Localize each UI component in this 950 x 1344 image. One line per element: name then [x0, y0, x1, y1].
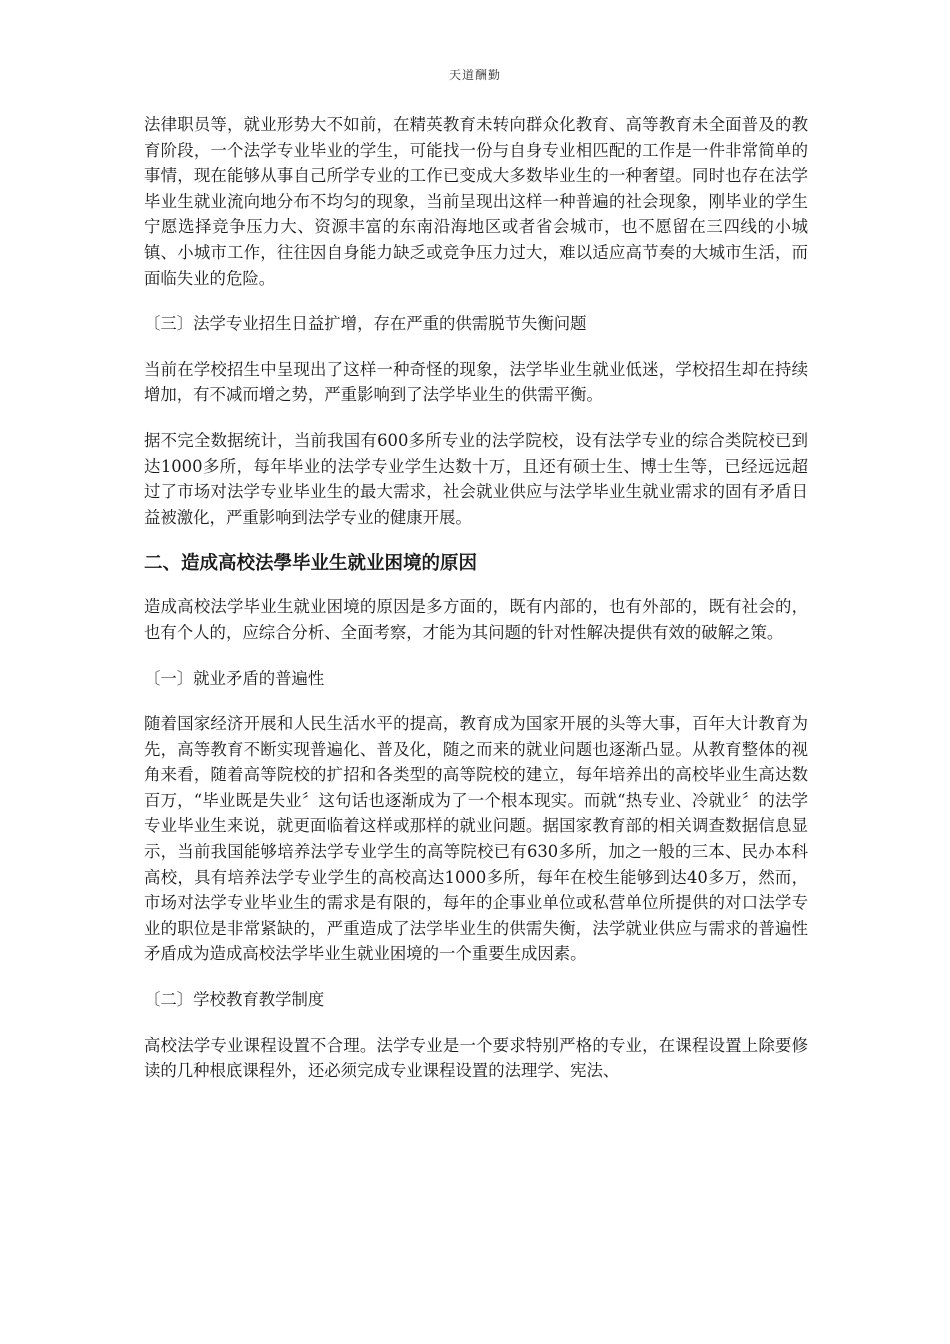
- paragraph: 当前在学校招生中呈现出了这样一种奇怪的现象，法学毕业生就业低迷，学校招生却在持续增加，有不减而增之势，严重影响到了法学毕业生的供需平衡。: [144, 359, 808, 405]
- section-heading: 二、造成高校法學毕业生就业困境的原因: [144, 553, 478, 575]
- subsection-heading: 〔二〕学校教育教学制度: [144, 990, 325, 1010]
- paragraph: 据不完全数据统计，当前我国有600多所专业的法学院校，设有法学专业的综合类院校已到达1000多所，每年毕业的法学专业学生达数十万，且还有硕士生、博士生等，已经远远超过了市场对法学专业毕业生的最大需求，社会就业供应与法学毕业生就业需求的固有矛盾日益被激化，严重影响到法学专业的健康开展。: [144, 430, 808, 527]
- paragraph: 造成高校法学毕业生就业困境的原因是多方面的，既有内部的，也有外部的，既有社会的，也有个人的，应综合分析、全面考察，才能为其问题的针对性解决提供有效的破解之策。: [144, 597, 808, 642]
- subsection-heading: 〔三〕法学专业招生日益扩增，存在严重的供需脱节失衡问题: [144, 314, 587, 334]
- paragraph: 随着国家经济开展和人民生活水平的提高，教育成为国家开展的头等大事，百年大计教育为先，高等教育不断实现普遍化、普及化，随之而来的就业问题也逐渐凸显。从教育整体的视角来看，随着高等院校的扩招和各类型的高等院校的建立，每年培养出的高校毕业生高达数百万，“毕业既是失业〞这句话也逐渐成为了一个根本现实。而就“热专业、冷就业〞的法学专业毕业生来说，就更面临着这样或那样的就业问题。据国家教育部的相关调查数据信息显示，当前我国能够培养法学专业学生的高等院校已有630多所，加之一般的三本、民办本科高校，具有培养法学专业学生的高校高达1000多所，每年在校生能够到达40多万，然而，市场对法学专业毕业生的需求是有限的，每年的企事业单位或私营单位所提供的对口法学专业的职位是非常紧缺的，严重造成了法学毕业生的供需失衡，法学就业供应与需求的普遍性矛盾成为造成高校法学毕业生就业困境的一个重要生成因素。: [144, 714, 808, 964]
- paragraph: 高校法学专业课程设置不合理。法学专业是一个要求特别严格的专业，在课程设置上除要修读的几种根底课程外，还必须完成专业课程设置的法理学、宪法、: [144, 1035, 808, 1081]
- subsection-heading: 〔一〕就业矛盾的普遍性: [144, 668, 325, 688]
- paragraph: 法律职员等，就业形势大不如前，在精英教育未转向群众化教育、高等教育未全面普及的教育阶段，一个法学专业毕业的学生，可能找一份与自身专业相匹配的工作是一件非常简单的事情，现在能够从事自己所学专业的工作已变成大多数毕业生的一种奢望。同时也存在法学毕业生就业流向地分布不均匀的现象，当前呈现出这样一种普遍的社会现象，刚毕业的学生宁愿选择竞争压力大、资源丰富的东南沿海地区或者省会城市，也不愿留在三四线的小城镇、小城市工作，往往因自身能力缺乏或竞争压力过大，难以适应高节奏的大城市生活，而面临失业的危险。: [144, 115, 808, 288]
- document-body: [144, 112, 808, 1104]
- page-header: 天道酬勤: [448, 68, 501, 82]
